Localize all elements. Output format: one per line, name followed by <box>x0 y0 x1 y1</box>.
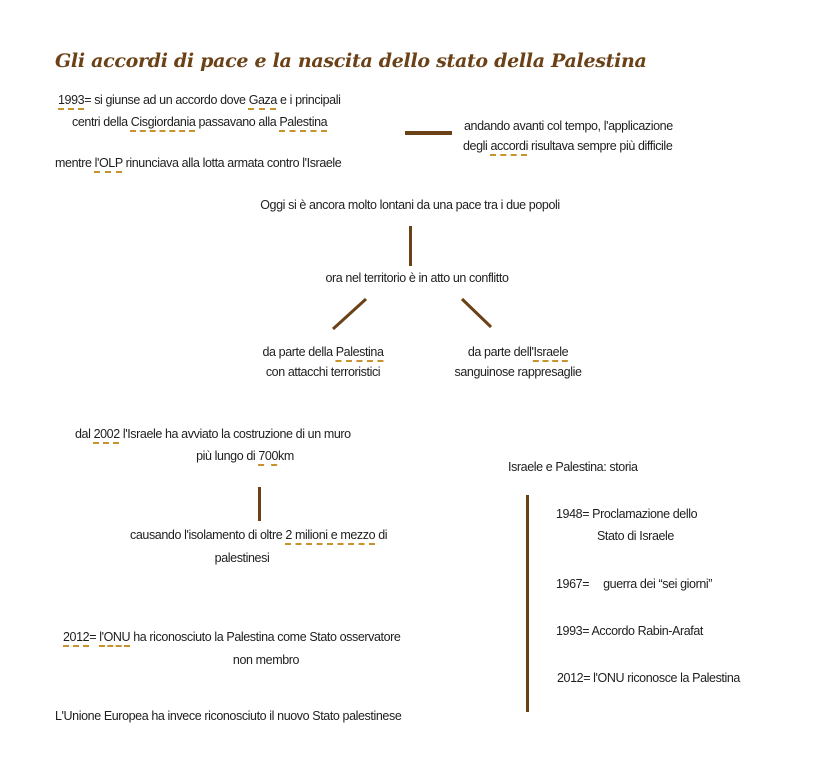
text-terror-attacks: con attacchi terroristici <box>265 365 381 379</box>
page-title: Gli accordi di pace e la nascita dello stato della Palestina <box>55 50 647 72</box>
timeline-event-1948: 1948= Proclamazione dello <box>556 507 698 521</box>
text-reprisals: sanguinose rappresaglie <box>454 365 582 379</box>
text-eu: L'Unione Europea ha invece riconosciuto il nuovo Stato palestinese <box>55 709 402 723</box>
timeline-event-1993: 1993= Accordo Rabin-Arafat <box>556 624 703 638</box>
text-palestina-side: da parte della Palestina <box>262 345 384 359</box>
text-onu-2012: 2012= l'ONU ha riconosciuto la Palestina come Stato osservatore <box>63 630 401 644</box>
timeline-event-1967: 1967= guerra dei “sei giorni” <box>556 577 713 591</box>
text-application: andando avanti col tempo, l'applicazione <box>464 119 673 133</box>
timeline-event-1948-cont: Stato di Israele <box>597 529 674 543</box>
text-olp: mentre l'OLP rinunciava alla lotta armata contro l'Israele <box>55 156 342 170</box>
text-conflict: ora nel territorio è in atto un conflitto <box>325 271 509 285</box>
text-non-member: non membro <box>232 653 300 667</box>
text-wall-length: più lungo di 700km <box>196 449 294 463</box>
connector-line <box>258 487 261 521</box>
branch-line-right <box>462 299 491 327</box>
text-isolation: causando l'isolamento di oltre 2 milioni e mezzo di <box>130 528 388 542</box>
branch-line-left <box>333 299 366 329</box>
timeline-event-2012: 2012= l'ONU riconosce la Palestina <box>557 671 740 685</box>
text-wall-2002: dal 2002 l'Israele ha avviato la costruzione di un muro <box>75 427 351 441</box>
text-israele-side: da parte dell'Israele <box>467 345 569 359</box>
text-cisgiordania: centri della Cisgiordania passavano alla Palestina <box>72 115 328 129</box>
text-1993-agreement: 1993= si giunse ad un accordo dove Gaza e i principali <box>58 93 341 107</box>
text-palestinians: palestinesi <box>214 551 270 565</box>
timeline-heading: Israele e Palestina: storia <box>508 460 638 474</box>
text-difficult: degli accordi risultava sempre più difficile <box>463 139 673 153</box>
timeline-line <box>526 495 529 712</box>
text-today: Oggi si è ancora molto lontani da una pace tra i due popoli <box>260 198 560 212</box>
